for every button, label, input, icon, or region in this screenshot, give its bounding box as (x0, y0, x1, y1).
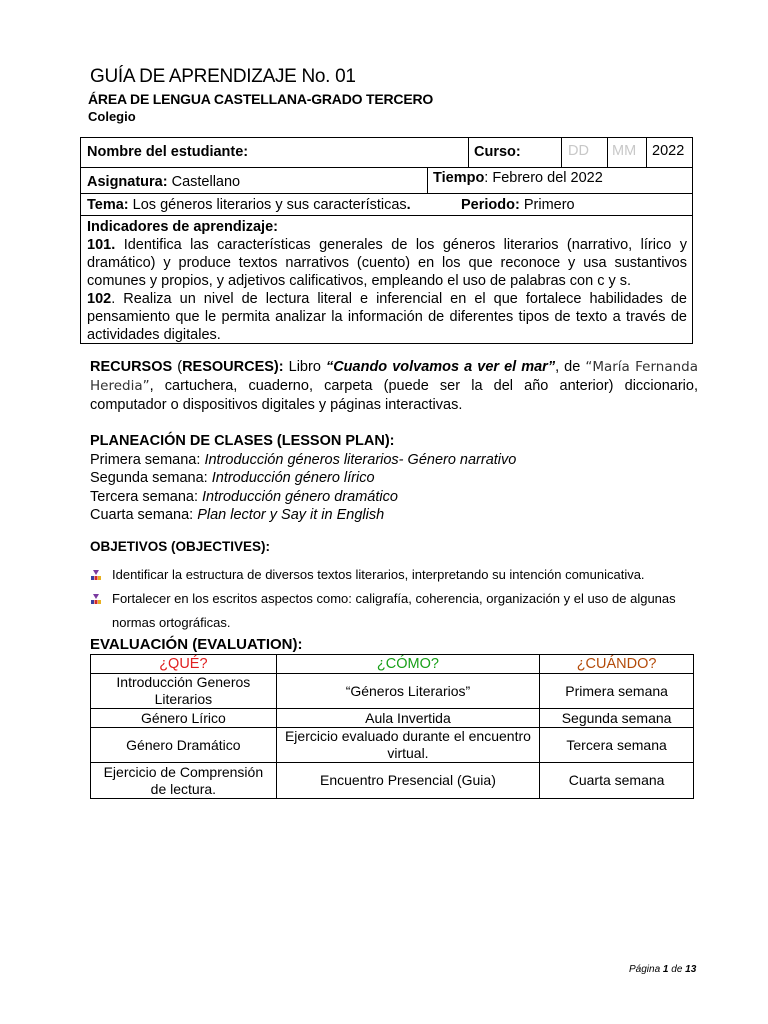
indicator-101 (87, 236, 687, 290)
time-value: : Febrero del 2022 (484, 170, 603, 186)
evaluation-heading: EVALUACIÓN (EVALUATION): (90, 636, 303, 653)
objectives-heading: OBJETIVOS (OBJECTIVES): (90, 539, 271, 554)
table-cell: Primera semana (540, 674, 694, 709)
indicator-102-code: 102 (87, 291, 112, 307)
objective-item (90, 563, 700, 587)
topic-label: Tema: (87, 197, 129, 213)
plan-week-1 (90, 451, 516, 470)
plan-week-3 (90, 488, 516, 507)
topic-dot: . (406, 197, 411, 213)
evaluation-table (90, 654, 694, 799)
table-cell: Género Dramático (91, 728, 277, 763)
resources-heading-b: ( (172, 359, 183, 375)
page-title: GUÍA DE APRENDIZAJE No. 01 (90, 66, 356, 87)
plan-week-label: Segunda semana: (90, 470, 212, 486)
arrow-bullet-icon (90, 593, 102, 605)
evaluation-header-row (91, 655, 694, 674)
topic-row (87, 196, 411, 214)
plan-week-label: Cuarta semana: (90, 507, 198, 523)
lesson-plan (90, 432, 516, 525)
resources-rest: , cartuchera, cuaderno, carpeta (puede ser la del año anterior) diccionario, computador o dispositivos digitales y páginas interactivas. (90, 378, 698, 413)
indicator-102 (87, 290, 687, 344)
book-author: “María Fernanda Heredia” (90, 359, 699, 394)
footer-page-number: 1 (662, 964, 669, 975)
indicator-102-text: . Realiza un nivel de lectura literal e inferencial en el que fortalece habilidades de pensamiento que le permita analizar la información de diferentes tipos de texto a través de actividades digitales. (87, 291, 687, 343)
plan-week-content: Introducción género dramático (202, 488, 398, 505)
lesson-plan-heading: PLANEACIÓN DE CLASES (LESSON PLAN): (90, 433, 395, 449)
table-row (91, 728, 694, 763)
table-cell: Tercera semana (540, 728, 694, 763)
time-label: Tiempo (433, 170, 485, 186)
plan-week-content: Introducción género lírico (211, 470, 375, 486)
plan-week-label: Tercera semana: (90, 488, 203, 505)
school-label: Colegio (88, 109, 136, 124)
col-que: ¿QUÉ? (91, 655, 277, 674)
plan-week-content: Plan lector y Say it in English (197, 507, 385, 523)
period-row (461, 196, 575, 214)
table-cell: Género Lírico (91, 709, 277, 728)
table-cell: Introducción Generos Literarios (91, 674, 277, 709)
table-row (91, 674, 694, 709)
book-title: “Cuando volvamos a ver el mar” (325, 359, 556, 375)
resources-mid: , de (555, 359, 586, 375)
resources-paragraph (90, 358, 698, 415)
table-cell: “Géneros Literarios” (276, 674, 539, 709)
area-subtitle: ÁREA DE LENGUA CASTELLANA-GRADO TERCERO (88, 91, 434, 107)
footer-of-word: de (668, 964, 686, 975)
indicator-101-text: Identifica las características generales de los géneros literarios (narrativo, lírico y dramático) y produce textos narrativos (cuento) en los que reconoce y usa sustantivos comunes y propios, y adjetivos calificativos, empleando el uso de palabras con c y s. (87, 237, 687, 289)
student-info-table (80, 137, 693, 344)
resources-heading-c: RESOURCES): (182, 359, 284, 375)
subject-label: Asignatura: (87, 174, 168, 190)
page-footer (629, 964, 696, 975)
col-cuando: ¿CUÁNDO? (540, 655, 694, 674)
footer-page-total: 13 (685, 964, 697, 975)
table-cell: Cuarta semana (540, 763, 694, 799)
period-label: Periodo: (461, 197, 520, 213)
year-value: 2022 (652, 143, 685, 159)
table-cell: Ejercicio evaluado durante el encuentro virtual. (276, 728, 539, 763)
objective-text: Identificar la estructura de diversos textos literarios, interpretando su intención comunicativa. (112, 567, 645, 582)
subject-value: Castellano (167, 174, 241, 190)
subject-row (87, 173, 240, 191)
day-field: DD (568, 143, 589, 159)
plan-week-4 (90, 506, 516, 525)
arrow-bullet-icon (90, 569, 102, 581)
plan-week-content: Introducción géneros literarios- Género narrativo (204, 451, 517, 468)
period-value: Primero (519, 197, 575, 213)
table-row (91, 763, 694, 799)
course-label: Curso: (474, 144, 521, 160)
objective-item (90, 587, 700, 635)
topic-value: Los géneros literarios y sus características (128, 197, 407, 213)
indicators-section (87, 218, 687, 344)
resources-heading-a: RECURSOS (90, 359, 173, 375)
plan-week-2 (90, 469, 516, 488)
table-cell: Aula Invertida (276, 709, 539, 728)
table-cell: Segunda semana (540, 709, 694, 728)
time-row (433, 169, 603, 187)
plan-week-label: Primera semana: (90, 451, 205, 468)
student-name-label: Nombre del estudiante: (87, 144, 249, 160)
footer-page-word: Página (629, 964, 663, 975)
resources-pre: Libro (283, 359, 326, 375)
table-cell: Ejercicio de Comprensión de lectura. (91, 763, 277, 799)
month-field: MM (612, 143, 637, 159)
objective-text: Fortalecer en los escritos aspectos como: caligrafía, coherencia, organización y el uso de algunas normas ortográficas. (112, 591, 676, 630)
col-como: ¿CÓMO? (276, 655, 539, 674)
indicators-label: Indicadores de aprendizaje: (87, 219, 278, 235)
objectives-list (90, 563, 700, 635)
indicator-101-code: 101. (87, 237, 116, 253)
table-row (91, 709, 694, 728)
table-cell: Encuentro Presencial (Guia) (276, 763, 539, 799)
